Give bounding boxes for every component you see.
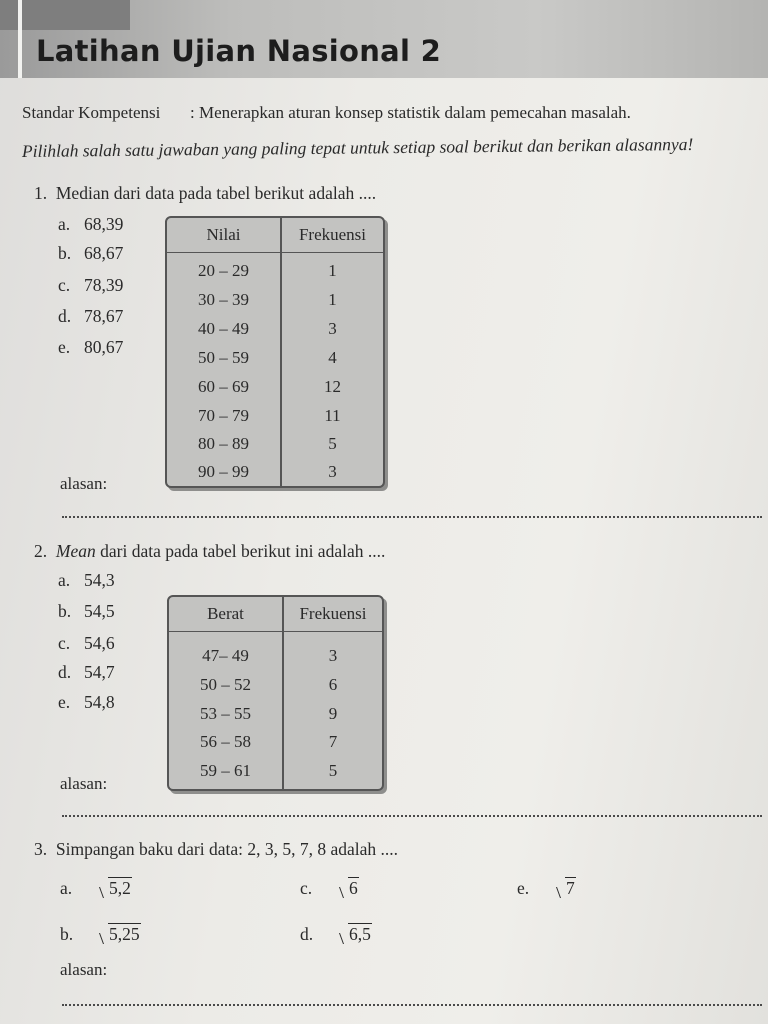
reason-label-1: alasan: <box>60 474 108 493</box>
option-letter: d. <box>58 662 72 682</box>
standard-text: Menerapkan aturan konsep statistik dalam pemecahan masalah. <box>198 103 631 122</box>
table-cell: 5 <box>328 434 337 453</box>
option-2a[interactable] <box>58 570 115 591</box>
option-value: 54,8 <box>84 692 115 712</box>
table-cell: 3 <box>328 646 338 665</box>
table-cell: 3 <box>328 319 337 338</box>
table-cell: 40 – 49 <box>198 319 249 338</box>
sqrt-icon <box>96 878 132 899</box>
question-2 <box>34 541 385 562</box>
table-cell: 50 – 59 <box>198 348 249 367</box>
option-value: 54,5 <box>84 601 115 621</box>
option-letter: a. <box>58 214 71 234</box>
option-value: 78,39 <box>84 275 124 295</box>
option-3d[interactable] <box>300 924 372 945</box>
table-header-berat: Berat <box>207 604 244 623</box>
reason-label-3: alasan: <box>60 960 108 979</box>
option-letter: c. <box>58 633 71 653</box>
option-letter: a. <box>58 570 71 590</box>
table-berat-frekuensi <box>167 595 384 791</box>
option-letter: d. <box>58 306 72 326</box>
option-2d[interactable] <box>58 662 115 683</box>
option-letter: e. <box>58 692 71 712</box>
option-letter: e. <box>517 878 530 898</box>
table-cell: 56 – 58 <box>200 732 251 751</box>
table-header-frekuensi: Frekuensi <box>299 604 367 623</box>
option-letter: c. <box>300 878 313 898</box>
answer-line-2[interactable] <box>62 815 762 817</box>
option-value: 78,67 <box>84 306 124 326</box>
option-letter: b. <box>60 924 74 944</box>
option-value: 68,67 <box>84 243 124 263</box>
question-number: 2. <box>34 541 48 561</box>
option-value: 54,6 <box>84 633 115 653</box>
question-3 <box>34 839 398 860</box>
option-letter: d. <box>300 924 314 944</box>
sqrt-icon <box>96 924 141 945</box>
option-letter: c. <box>58 275 71 295</box>
table-cell: 9 <box>328 704 338 723</box>
option-1b[interactable] <box>58 243 123 264</box>
option-1a[interactable] <box>58 214 123 235</box>
option-letter: b. <box>58 243 72 263</box>
question-emphasis: Mean <box>55 541 96 561</box>
table-cell: 47– 49 <box>202 646 249 665</box>
option-value: 54,7 <box>84 662 115 682</box>
table-cell: 30 – 39 <box>198 290 249 309</box>
answer-line-1[interactable] <box>62 516 762 518</box>
table-nilai-frekuensi <box>165 216 385 488</box>
table-cell: 53 – 55 <box>200 704 251 723</box>
option-1e[interactable] <box>58 337 123 358</box>
standard-colon: : <box>190 103 195 122</box>
option-3c[interactable] <box>300 878 359 899</box>
sqrt-icon <box>336 924 372 945</box>
table-header-nilai: Nilai <box>206 225 241 244</box>
option-1d[interactable] <box>58 306 123 327</box>
option-3e[interactable] <box>517 878 576 899</box>
option-1c[interactable] <box>58 275 123 296</box>
standard-label: Standar Kompetensi <box>22 103 161 122</box>
question-text: Median dari data pada tabel berikut adalah .... <box>55 183 377 203</box>
option-2c[interactable] <box>58 633 115 654</box>
table-cell: 59 – 61 <box>200 761 251 780</box>
option-value: 6 <box>349 878 358 898</box>
table-cell: 3 <box>328 462 337 481</box>
question-number: 1. <box>34 183 48 203</box>
option-3a[interactable] <box>60 878 132 899</box>
instruction: Pilihlah salah satu jawaban yang paling tepat untuk setiap soal berikut dan berikan alasannya! <box>21 133 694 161</box>
question-number: 3. <box>34 839 48 859</box>
option-3b[interactable] <box>60 924 141 945</box>
option-2b[interactable] <box>58 601 115 622</box>
option-value: 7 <box>566 878 575 898</box>
table-cell: 7 <box>328 732 338 751</box>
option-letter: b. <box>58 601 72 621</box>
table-cell: 11 <box>324 406 341 425</box>
table-cell: 12 <box>324 377 341 396</box>
table-cell: 4 <box>328 348 337 367</box>
reason-label-2: alasan: <box>60 774 108 793</box>
answer-line-3[interactable] <box>62 1004 762 1006</box>
option-value: 54,3 <box>84 570 115 590</box>
page-title: Latihan Ujian Nasional 2 <box>36 34 442 68</box>
standard-competency <box>22 103 631 123</box>
table-cell: 6 <box>328 675 338 694</box>
option-letter: a. <box>60 878 73 898</box>
sqrt-icon <box>336 878 359 899</box>
table-cell: 1 <box>328 261 337 280</box>
table-cell: 70 – 79 <box>198 406 249 425</box>
table-cell: 20 – 29 <box>198 261 249 280</box>
question-1 <box>34 183 376 204</box>
question-text: Simpangan baku dari data: 2, 3, 5, 7, 8 adalah .... <box>55 839 399 859</box>
option-value: 5,2 <box>109 878 131 898</box>
option-value: 5,25 <box>109 924 140 944</box>
table-cell: 90 – 99 <box>198 462 249 481</box>
table-cell: 80 – 89 <box>198 434 249 453</box>
option-value: 68,39 <box>84 214 124 234</box>
table-cell: 1 <box>328 290 337 309</box>
sqrt-icon <box>553 878 576 899</box>
option-2e[interactable] <box>58 692 115 713</box>
option-value: 80,67 <box>84 337 124 357</box>
table-cell: 5 <box>328 761 338 780</box>
header-rule <box>18 0 22 78</box>
table-cell: 60 – 69 <box>198 377 249 396</box>
table-cell: 50 – 52 <box>200 675 251 694</box>
table-header-frekuensi: Frekuensi <box>298 225 367 244</box>
option-letter: e. <box>58 337 71 357</box>
question-text: dari data pada tabel berikut ini adalah .... <box>100 541 386 561</box>
option-value: 6,5 <box>349 924 371 944</box>
